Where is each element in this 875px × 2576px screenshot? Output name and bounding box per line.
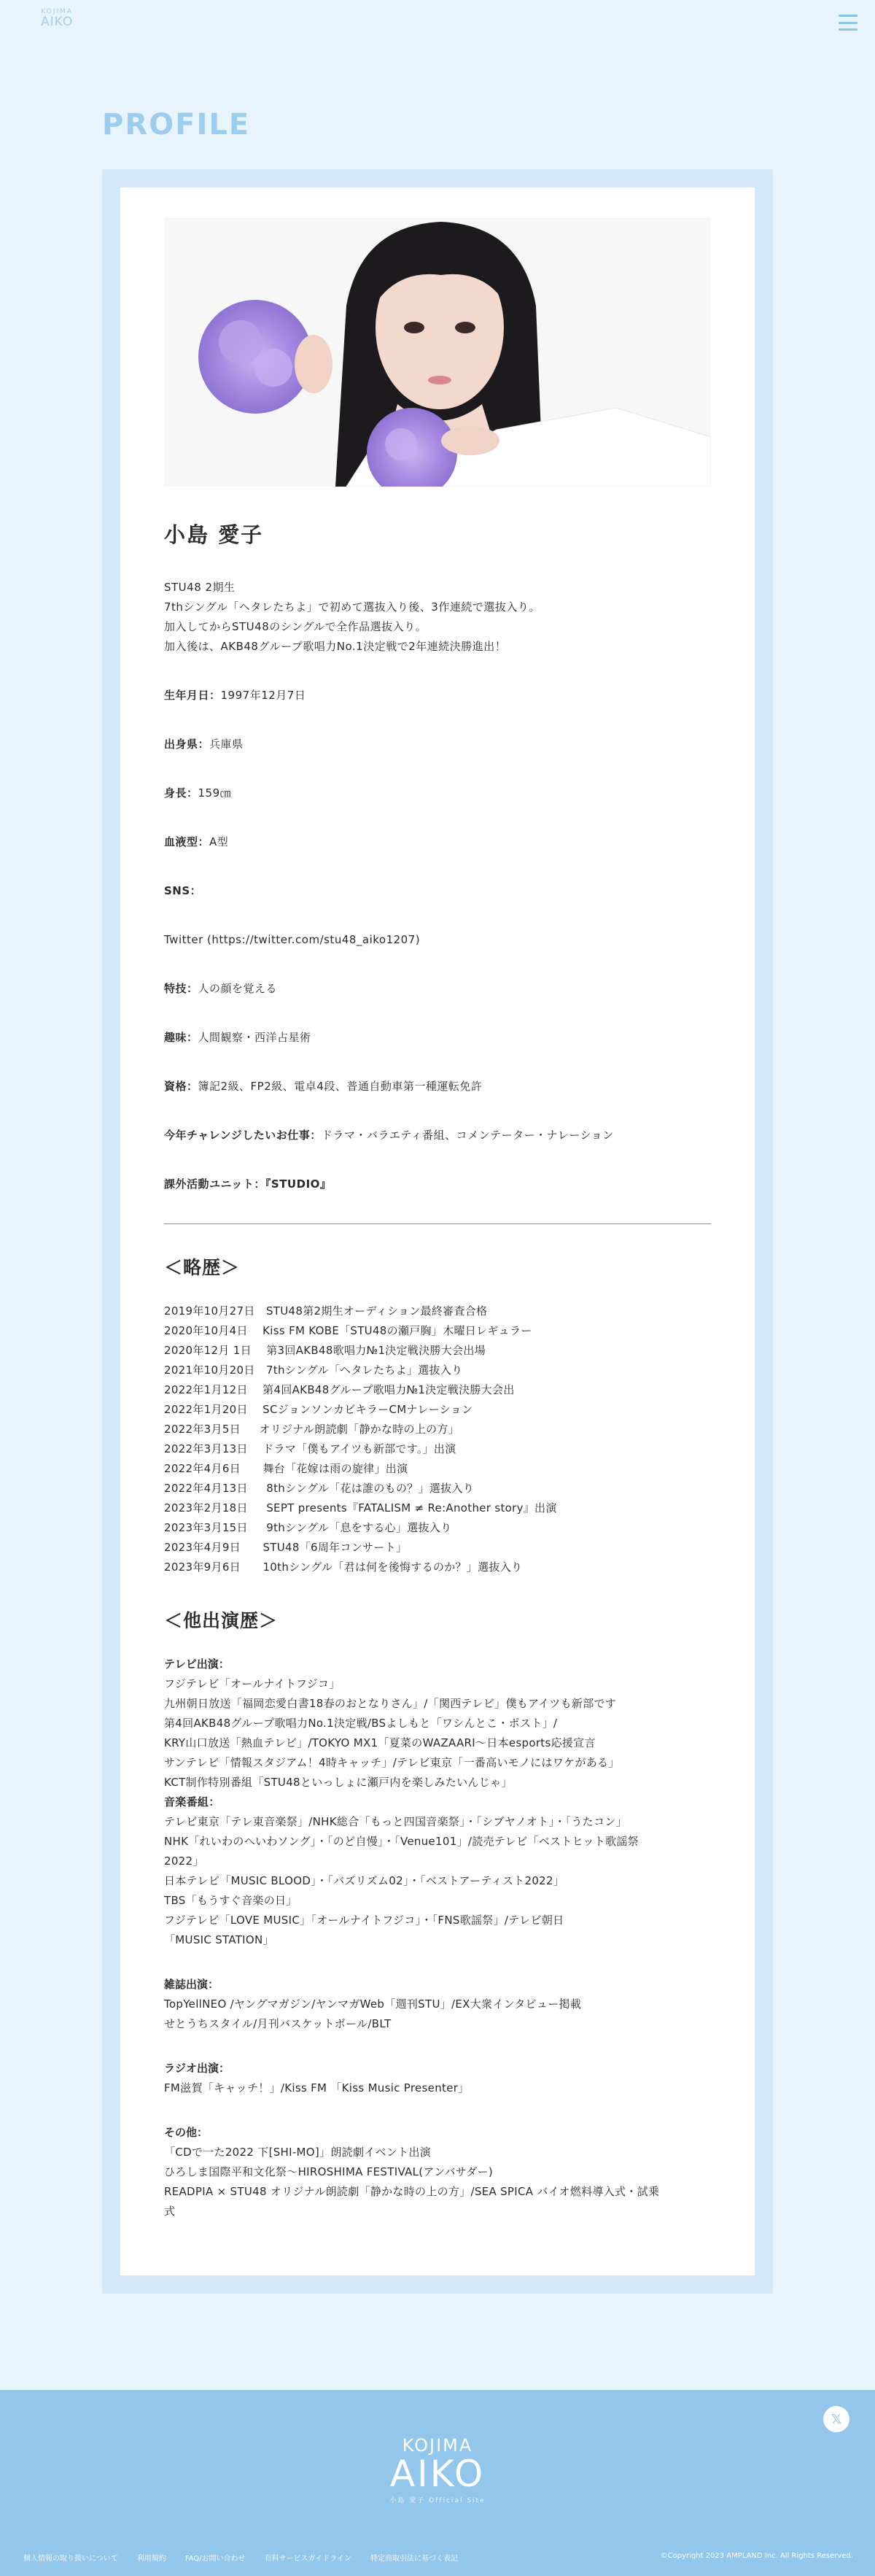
field-value: A型: [209, 835, 229, 848]
field-sns: [164, 881, 711, 901]
tv-block: [164, 1655, 711, 1950]
block-line: READPIA × STU48 オリジナル朗読劇「静かな時の上の方」/SEA SPICA バイオ燃料導入式・試乗: [164, 2185, 660, 2198]
history-row: 2023年2月18日 SEPT presents『FATALISM ≠ Re:Another story』出演: [164, 1501, 557, 1515]
history-row: 2022年1月12日 第4回AKB48グループ歌唱力№1決定戦決勝大会出: [164, 1383, 515, 1396]
field-blood-type: [164, 832, 711, 852]
performances-heading: ＜他出演歴＞: [164, 1610, 279, 1631]
field-label: 血液型：: [164, 835, 210, 848]
profile-photo: [164, 218, 711, 487]
field-label: 特技：: [164, 982, 198, 995]
block-line: サンテレビ「情報スタジアム！4時キャッチ」/テレビ東京「一番高いモノにはワケがある」: [164, 1756, 620, 1769]
block-line: KCT制作特別番組「STU48といっしょに瀬戸内を楽しみたいんじゃ」: [164, 1776, 513, 1789]
page-title: PROFILE: [102, 108, 251, 142]
block-label: テレビ出演：: [164, 1658, 230, 1671]
field-value: 1997年12月7日: [220, 689, 306, 702]
history-row: 2023年3月15日 9thシングル「息をする心」選抜入り: [164, 1521, 452, 1534]
field-hobby: [164, 1028, 711, 1048]
block-line: 第4回AKB48グループ歌唱力No.1決定戦/BSよしもと「ワシんとこ・ポスト」/: [164, 1717, 558, 1730]
intro-line: STU48 2期生: [164, 581, 236, 594]
footer-link-guidelines[interactable]: 有料サービスガイドライン: [264, 2555, 351, 2563]
history-row: 2023年9月6日 10thシングル「君は何を後悔するのか？」選抜入り: [164, 1560, 523, 1574]
block-line: KRY山口放送「熱血テレビ」/TOKYO MX1「夏菜のWAZAARI〜日本esports応援宣言: [164, 1736, 596, 1749]
block-line: TopYellNEO /ヤングマガジン/ヤンマガWeb「週刊STU」/EX大衆インタビュー掲載: [164, 1997, 582, 2011]
field-label: 生年月日：: [164, 689, 221, 702]
footer-logo[interactable]: [0, 2437, 875, 2505]
site-footer: [0, 2390, 875, 2576]
block-line: 2022」: [164, 1854, 204, 1868]
block-line: TBS「もうすぐ音楽の日」: [164, 1894, 298, 1907]
block-line: せとうちスタイル/月刊バスケットボール/BLT: [164, 2017, 392, 2030]
logo-line-1: KOJIMA: [41, 8, 73, 15]
twitter-link[interactable]: Twitter (https://twitter.com/stu48_aiko1207): [164, 933, 421, 946]
intro-line: 加入後は、AKB48グループ歌唱力No.1決定戦で2年連続決勝進出！: [164, 640, 507, 653]
field-label: SNS：: [164, 884, 202, 897]
block-label: その他：: [164, 2126, 209, 2139]
footer-link-commerce[interactable]: 特定商取引法に基づく表記: [370, 2555, 458, 2563]
field-value: 159㎝: [198, 786, 232, 800]
block-label: 雑誌出演：: [164, 1978, 219, 1991]
field-value: 人間観察・西洋占星術: [198, 1031, 311, 1044]
field-value: 兵庫県: [209, 738, 244, 751]
field-height: [164, 784, 711, 803]
site-logo[interactable]: [41, 9, 73, 28]
field-value: 人の顔を覚える: [198, 982, 278, 995]
block-line: 日本テレビ「MUSIC BLOOD」・「バズリズム02」・「ベストアーティスト2022」: [164, 1874, 565, 1887]
block-label: ラジオ出演：: [164, 2062, 230, 2075]
block-line: 「MUSIC STATION」: [164, 1933, 274, 1946]
field-label: 趣味：: [164, 1031, 198, 1044]
footer-link-faq[interactable]: FAQ/お問い合わせ: [184, 2555, 246, 2563]
intro-line: 7thシングル「ヘタレたちよ」で初めて選抜入り後、3作連続で選抜入り。: [164, 600, 540, 614]
block-line: 九州朝日放送「福岡恋愛白書18春のおとなりさん」/「関西テレビ」僕もアイツも新部です: [164, 1697, 617, 1710]
x-logo-icon[interactable]: 𝕏: [823, 2406, 849, 2432]
history-row: 2022年3月13日 ドラマ「僕もアイツも新部です。」出演: [164, 1442, 456, 1455]
profile-name: 小島 愛子: [164, 522, 264, 547]
field-skill: [164, 979, 711, 999]
block-line: NHK「れいわのへいわソング」・「のど自慢」・「Venue101」/読売テレビ「ベストヒット歌謡祭: [164, 1835, 639, 1848]
field-label: 資格：: [164, 1080, 198, 1093]
field-hometown: [164, 735, 711, 754]
field-value: ドラマ・バラエティ番組、コメンテーター・ナレーション: [321, 1129, 614, 1142]
history-list: [164, 1301, 711, 1577]
footer-logo-line-2: AIKO: [389, 2453, 486, 2495]
intro-line: 加入してからSTU48のシングルで全作品選抜入り。: [164, 620, 427, 633]
history-row: 2022年3月5日 オリジナル朗読劇「静かな時の上の方」: [164, 1423, 460, 1436]
footer-link-terms[interactable]: 利用規約: [136, 2555, 166, 2563]
block-line: 式: [164, 2205, 176, 2218]
history-row: 2022年1月20日 SCジョンソンカビキラーCMナレーション: [164, 1403, 473, 1416]
block-line: 「CDで一た2022 下[SHI-MO]」朗読劇イベント出演: [164, 2146, 432, 2159]
field-birthday: [164, 686, 711, 705]
field-value: 簿記2級、FP2級、電卓4段、普通自動車第一種運転免許: [198, 1080, 483, 1093]
footer-links: [23, 2552, 458, 2563]
field-label: 出身県：: [164, 738, 210, 751]
copyright: ©Copyright 2023 AMPLAND Inc. All Rights Reserved.: [660, 2552, 853, 2560]
history-row: 2022年4月13日 8thシングル「花は誰のもの？」選抜入り: [164, 1482, 475, 1495]
other-block: [164, 2123, 711, 2221]
history-heading: ＜略歴＞: [164, 1257, 241, 1278]
field-label: 課外活動ユニット：『STUDIO』: [164, 1177, 332, 1191]
magazine-block: [164, 1975, 711, 2034]
field-label: 今年チャレンジしたいお仕事：: [164, 1129, 322, 1142]
history-row: 2021年10月20日 7thシングル「ヘタレたちよ」選抜入り: [164, 1364, 463, 1377]
block-line: フジテレビ「オールナイトフジコ」: [164, 1677, 341, 1690]
radio-block: [164, 2059, 711, 2098]
footer-logo-tagline: 小島 愛子 Official Site: [389, 2497, 486, 2505]
profile-frame: [102, 169, 773, 2294]
block-line: FM滋賀「キャッチ！」/Kiss FM 「Kiss Music Presenter」: [164, 2081, 470, 2095]
field-qualifications: [164, 1077, 711, 1096]
field-challenge: [164, 1126, 711, 1145]
twitter-link-row: [164, 930, 711, 950]
history-row: 2020年10月4日 Kiss FM KOBE「STU48の瀬戸胸」木曜日レギュラー: [164, 1324, 532, 1337]
portrait-illustration: [164, 218, 711, 487]
block-line: テレビ東京「テレ東音楽祭」/NHK総合「もっと四国音楽祭」・「シブヤノオト」・「うたコン」: [164, 1815, 627, 1828]
footer-link-privacy[interactable]: 個人情報の取り扱いについて: [23, 2555, 118, 2563]
footer-logo-line-1: KOJIMA: [402, 2435, 473, 2456]
section-divider: [164, 1223, 711, 1224]
profile-card: [120, 187, 755, 2275]
history-row: 2023年4月9日 STU48「6周年コンサート」: [164, 1541, 408, 1554]
profile-intro: [164, 578, 711, 657]
block-line: ひろしま国際平和文化祭〜HIROSHIMA FESTIVAL(アンバサダー): [164, 2165, 493, 2178]
history-row: 2022年4月6日 舞台「花嫁は雨の旋律」出演: [164, 1462, 408, 1475]
hamburger-icon[interactable]: [839, 15, 858, 31]
logo-line-2: AIKO: [41, 15, 74, 29]
block-line: フジテレビ「LOVE MUSIC」「オールナイトフジコ」・「FNS歌謡祭」/テレビ朝日: [164, 1914, 564, 1927]
block-sublabel: 音楽番組：: [164, 1795, 220, 1809]
field-label: 身長：: [164, 786, 198, 800]
history-row: 2020年12月 1日 第3回AKB48歌唱力№1決定戦決勝大会出場: [164, 1344, 486, 1357]
field-unit: [164, 1175, 711, 1194]
history-row: 2019年10月27日 STU48第2期生オーディション最終審査合格: [164, 1304, 488, 1318]
